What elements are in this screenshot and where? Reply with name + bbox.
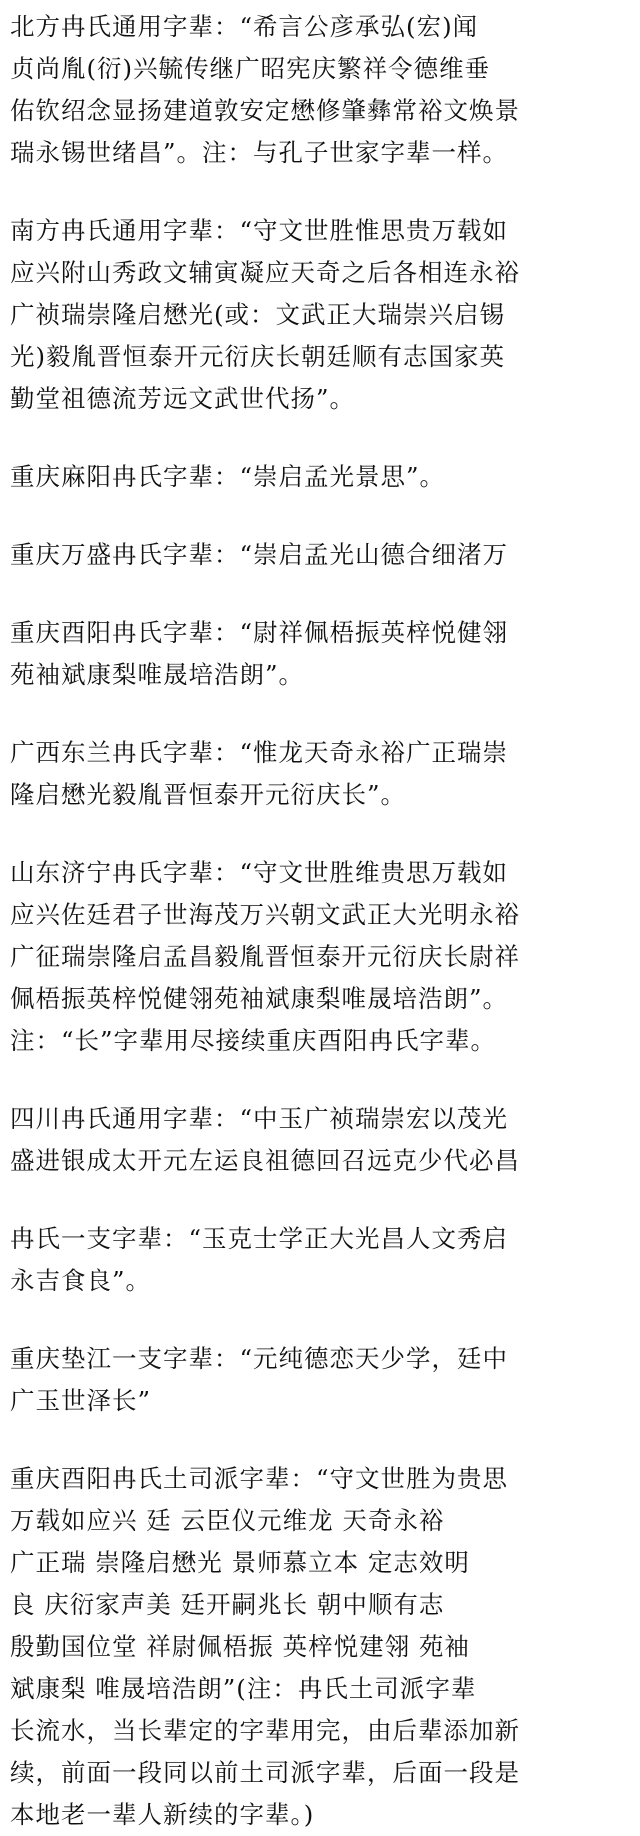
text-line: 重庆垫江一支字辈：“元纯德恋天少学，廷中 — [10, 1344, 509, 1373]
text-line: 续，前面一段同以前土司派字辈，后面一段是 — [10, 1758, 520, 1787]
genealogy-paragraph — [10, 534, 632, 576]
text-line: 山东济宁冉氏字辈：“守文世胜维贵思万载如 — [10, 858, 509, 887]
text-line: 北方冉氏通用字辈：“希言公彦承弘(宏)闻 — [10, 12, 479, 41]
text-line: 盛进银成太开元左运良祖德回召远克少代必昌 — [10, 1146, 520, 1175]
text-line: 勤堂祖德流芳远文武世代扬”。 — [10, 384, 356, 413]
text-line: 重庆酉阳冉氏字辈：“尉祥佩梧振英梓悦健翎 — [10, 618, 509, 647]
genealogy-paragraph — [10, 612, 632, 696]
genealogy-paragraph — [10, 1218, 632, 1302]
genealogy-paragraph — [10, 1458, 632, 1836]
text-line: 贞尚胤(衍)兴毓传继广昭宪庆繁祥令德维垂 — [10, 54, 491, 83]
text-line: 四川冉氏通用字辈：“中玉广祯瑞崇宏以茂光 — [10, 1104, 509, 1133]
text-line: 广西东兰冉氏字辈：“惟龙天奇永裕广正瑞崇 — [10, 738, 509, 767]
text-line: 广正瑞 崇隆启懋光 景师慕立本 定志效明 — [10, 1548, 470, 1577]
text-line: 广玉世泽长” — [10, 1386, 152, 1415]
text-line: 隆启懋光毅胤晋恒泰开元衍庆长”。 — [10, 780, 407, 809]
text-line: 光)毅胤晋恒泰开元衍庆长朝廷顺有志国家英 — [10, 342, 506, 371]
text-line: 应兴佐廷君子世海茂万兴朝文武正大光明永裕 — [10, 900, 520, 929]
text-line: 重庆麻阳冉氏字辈：“崇启孟光景思”。 — [10, 462, 446, 491]
text-line: 斌康梨 唯晟培浩朗”(注：冉氏土司派字辈 — [10, 1674, 477, 1703]
genealogy-paragraph — [10, 1098, 632, 1182]
text-line: 殷勤国位堂 祥尉佩梧振 英梓悦建翎 苑袖 — [10, 1632, 470, 1661]
text-line: 瑞永锡世绪昌”。注：与孔子世家字辈一样。 — [10, 138, 509, 167]
text-line: 万载如应兴 廷 云臣仪元维龙 天奇永裕 — [10, 1506, 445, 1535]
genealogy-paragraph — [10, 852, 632, 1062]
text-line: 重庆万盛冉氏字辈：“崇启孟光山德合细渚万 — [10, 540, 509, 569]
genealogy-paragraph — [10, 732, 632, 816]
text-line: 佩梧振英梓悦健翎苑袖斌康梨唯晟培浩朗”。 — [10, 984, 509, 1013]
genealogy-paragraph — [10, 1338, 632, 1422]
text-line: 冉氏一支字辈：“玉克士学正大光昌人文秀启 — [10, 1224, 509, 1253]
text-line: 重庆酉阳冉氏土司派字辈：“守文世胜为贵思 — [10, 1464, 509, 1493]
text-line: 永吉食良”。 — [10, 1266, 152, 1295]
text-line: 南方冉氏通用字辈：“守文世胜惟思贵万载如 — [10, 216, 509, 245]
text-line: 广祯瑞崇隆启懋光(或：文武正大瑞崇兴启锡 — [10, 300, 506, 329]
text-line: 注：“长”字辈用尽接续重庆酉阳冉氏字辈。 — [10, 1026, 497, 1055]
text-line: 良 庆衍家声美 廷开嗣兆长 朝中顺有志 — [10, 1590, 445, 1619]
text-line: 本地老一辈人新续的字辈。) — [10, 1800, 315, 1829]
text-line: 长流水，当长辈定的字辈用完，由后辈添加新 — [10, 1716, 520, 1745]
genealogy-paragraph — [10, 6, 632, 174]
genealogy-paragraph — [10, 456, 632, 498]
genealogy-paragraph — [10, 210, 632, 420]
text-line: 佑钦绍念显扬建道敦安定懋修肇彝常裕文焕景 — [10, 96, 520, 125]
text-line: 应兴附山秀政文辅寅凝应天奇之后各相连永裕 — [10, 258, 520, 287]
text-line: 苑袖斌康梨唯晟培浩朗”。 — [10, 660, 305, 689]
text-line: 广征瑞崇隆启孟昌毅胤晋恒泰开元衍庆长尉祥 — [10, 942, 520, 971]
